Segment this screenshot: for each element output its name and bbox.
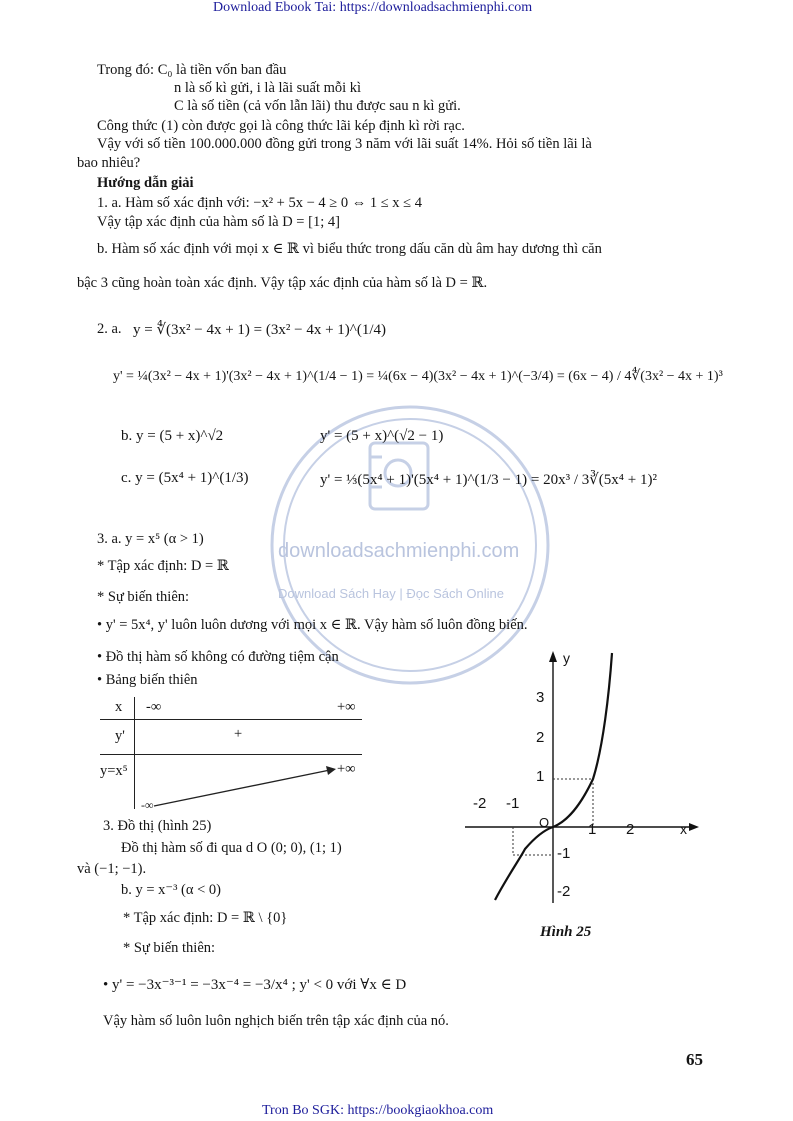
formula-2a-derivative: y' = ¼(3x² − 4x + 1)'(3x² − 4x + 1)^(1/4 − 1) = ¼(6x − 4)(3x² − 4x + 1)^(−3/4) = (6x − 4) / 4∜(3x² − 4x + 1)³ <box>113 369 723 384</box>
x-tick-neg2: -2 <box>473 795 487 812</box>
intro-line-6: bao nhiêu? <box>77 155 141 171</box>
graph-description-1: Đồ thị hàm số đi qua d O (0; 0), (1; 1) <box>121 840 342 856</box>
table-x-neg-inf: -∞ <box>146 699 162 715</box>
intro-line-4: Công thức (1) còn được gọi là công thức lãi kép định kì rời rạc. <box>97 118 465 134</box>
intro-line-2: n là số kì gửi, i là lãi suất mỗi kì <box>174 80 362 96</box>
table-x-pos-inf: +∞ <box>337 699 356 715</box>
x-tick-1: 1 <box>588 821 597 838</box>
watermark-site: downloadsachmienphi.com <box>278 540 520 562</box>
formula-2a-label: 2. a. <box>97 321 122 337</box>
table-yprime-label: y' <box>115 728 125 744</box>
formula-2b: b. y = (5 + x)^√2 <box>121 428 224 444</box>
part3b-conclusion: Vậy hàm số luôn luôn nghịch biến trên tập xác định của nó. <box>103 1013 449 1029</box>
part3a-domain: * Tập xác định: D = ℝ <box>97 558 229 574</box>
graph-description-2: và (−1; −1). <box>77 861 147 877</box>
figure-caption: Hình 25 <box>540 924 592 940</box>
solution-heading: Hướng dẫn giải <box>97 175 194 191</box>
table-y-neg-inf: -∞ <box>141 798 154 812</box>
graph-title: 3. Đồ thị (hình 25) <box>103 818 212 834</box>
x-tick-neg1: -1 <box>506 795 520 812</box>
part3a-asymptote: • Đồ thị hàm số không có đường tiệm cận <box>97 649 339 665</box>
formula-2c: c. y = (5x⁴ + 1)^(1/3) <box>121 470 249 486</box>
graph-x-label: x <box>680 821 687 837</box>
x-tick-2: 2 <box>626 821 635 838</box>
intro-line-3: C là số tiền (cả vốn lẫn lãi) thu được sau n kì gửi. <box>174 98 461 114</box>
part3a-function: 3. a. y = x⁵ (α > 1) <box>97 531 204 547</box>
graph-origin-label: O <box>539 815 550 830</box>
table-increase-arrow <box>150 760 340 810</box>
y-tick-neg2: -2 <box>557 883 571 900</box>
solution-1a-domain: Vậy tập xác định của hàm số là D = [1; 4] <box>97 214 340 230</box>
x-axis-arrow-icon <box>689 823 699 831</box>
y-tick-1: 1 <box>536 768 545 785</box>
part3a-variation: * Sự biến thiên: <box>97 589 190 605</box>
part3a-derivative: • y' = 5x⁴, y' luôn luôn dương với mọi x ∈ ℝ. Vậy hàm số luôn đồng biến. <box>97 617 528 633</box>
table-x-label: x <box>115 699 123 715</box>
part3b-domain: * Tập xác định: D = ℝ \ {0} <box>123 910 288 926</box>
solution-1a: 1. a. Hàm số xác định với: −x² + 5x − 4 ≥ 0 ⇔ 1 ≤ x ≤ 4 <box>97 195 423 211</box>
variation-table-title: • Bảng biến thiên <box>97 672 198 688</box>
y-tick-neg1: -1 <box>557 845 571 862</box>
graph-y-label: y <box>563 650 570 666</box>
page-number: 65 <box>686 1050 703 1069</box>
part3b-function: b. y = x⁻³ (α < 0) <box>121 882 221 898</box>
watermark-tagline: Download Sách Hay | Đọc Sách Online <box>278 586 504 601</box>
graph-figure <box>455 645 705 910</box>
part3b-derivative: • y' = −3x⁻³⁻¹ = −3x⁻⁴ = −3/x⁴ ; y' < 0 với ∀x ∈ D <box>103 977 407 993</box>
part3b-variation: * Sự biến thiên: <box>123 940 216 956</box>
intro-line-1: Trong đó: C₀ là tiền vốn ban đầu <box>97 62 287 78</box>
table-y-label: y=x⁵ <box>100 763 128 779</box>
y-tick-3: 3 <box>536 689 545 706</box>
footer-download-link[interactable]: Tron Bo SGK: https://bookgiaokhoa.com <box>262 1103 494 1118</box>
solution-1b: b. Hàm số xác định với mọi x ∈ ℝ vì biểu thức trong dấu căn dù âm hay dương thì căn <box>97 241 602 257</box>
table-y-pos-inf: +∞ <box>337 761 356 777</box>
intro-line-5: Vậy với số tiền 100.000.000 đồng gửi trong 3 năm với lãi suất 14%. Hỏi số tiền lãi là <box>97 136 592 152</box>
formula-2c-derivative: y' = ⅓(5x⁴ + 1)'(5x⁴ + 1)^(1/3 − 1) = 20x³ / 3∛(5x⁴ + 1)² <box>320 472 657 488</box>
y-axis-arrow-icon <box>549 651 557 662</box>
formula-2a: y = ∜(3x² − 4x + 1) = (3x² − 4x + 1)^(1/4) <box>133 322 386 338</box>
formula-2b-derivative: y' = (5 + x)^(√2 − 1) <box>320 428 444 444</box>
solution-1b-cont: bậc 3 cũng hoàn toàn xác định. Vậy tập xác định của hàm số là D = ℝ. <box>77 275 488 291</box>
table-yprime-sign: + <box>234 726 243 742</box>
y-tick-2: 2 <box>536 729 545 746</box>
header-download-link[interactable]: Download Ebook Tai: https://downloadsachmienphi.com <box>213 0 533 15</box>
